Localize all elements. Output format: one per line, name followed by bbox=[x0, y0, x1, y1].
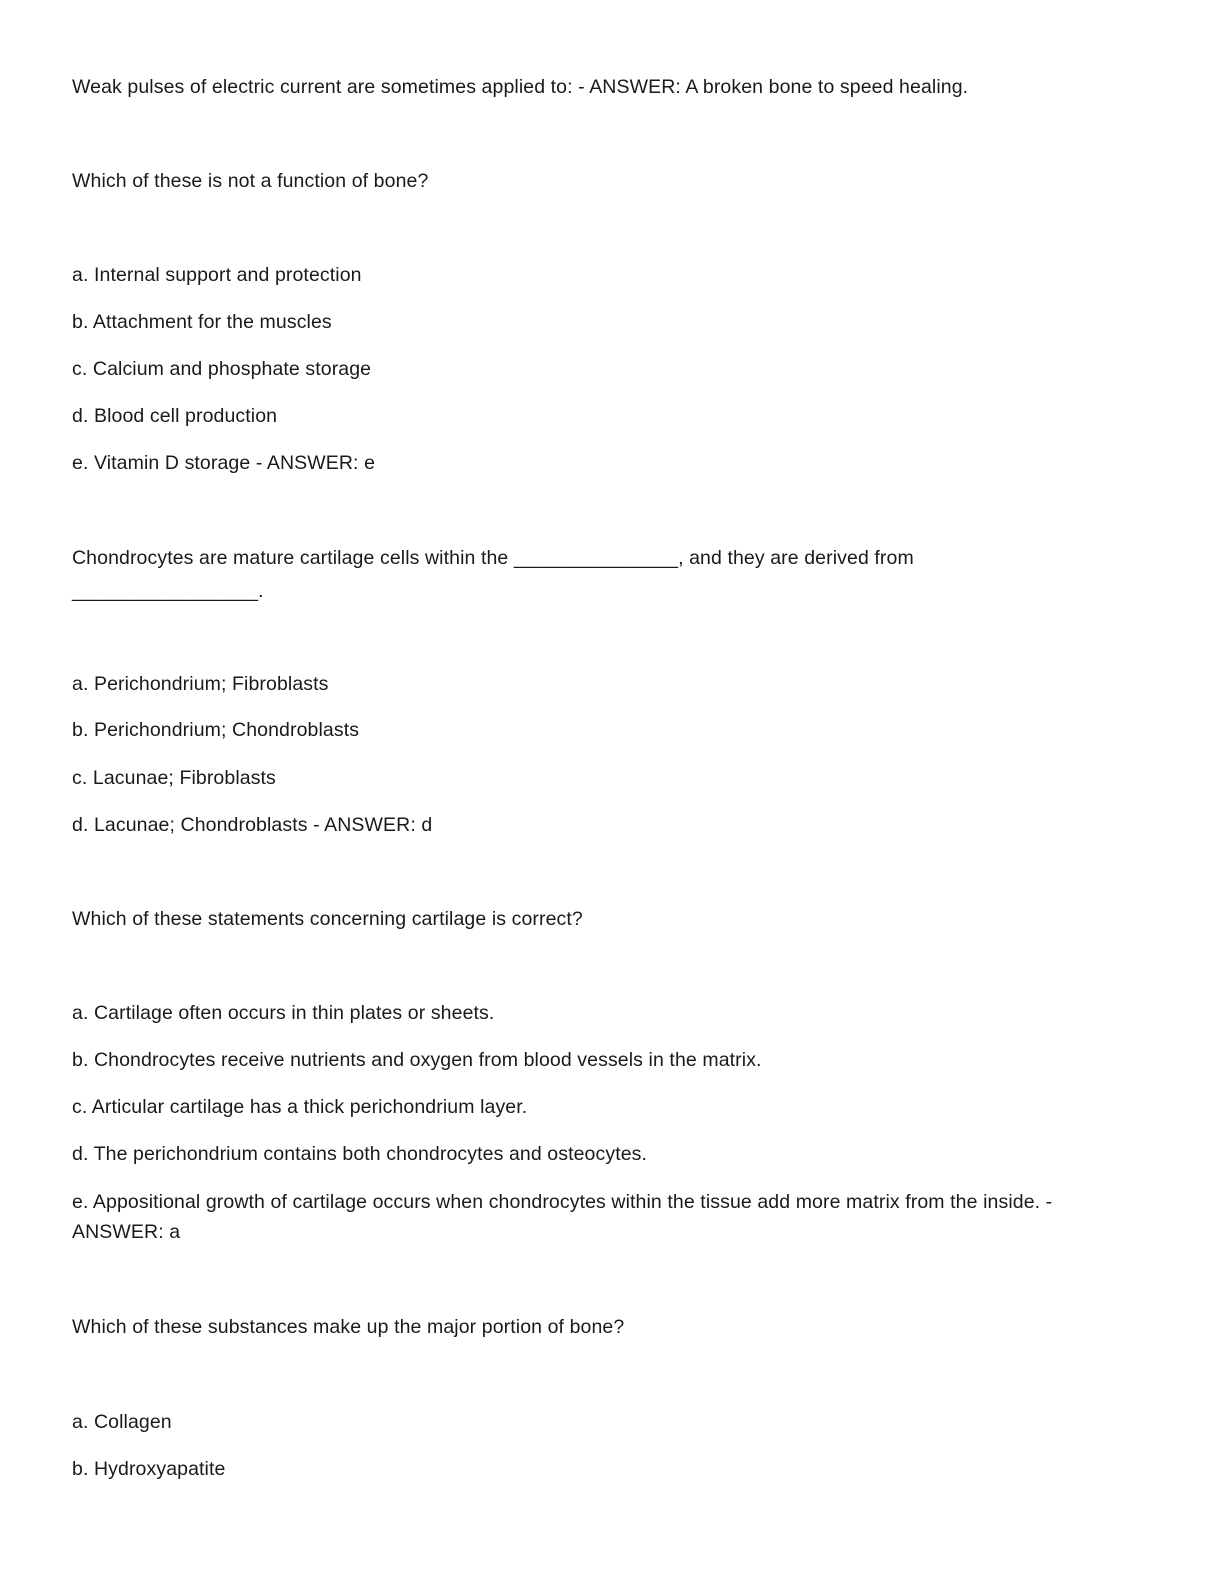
q5-option-b: b. Hydroxyapatite bbox=[72, 1458, 226, 1480]
q2-option-b: b. Attachment for the muscles bbox=[72, 311, 332, 333]
q2-option-a: a. Internal support and protection bbox=[72, 264, 362, 286]
q2-option-e: e. Vitamin D storage - ANSWER: e bbox=[72, 452, 376, 474]
q4-question: Which of these statements concerning cartilage is correct? bbox=[72, 908, 583, 930]
q4-option-d: d. The perichondrium contains both chondrocytes and osteocytes. bbox=[72, 1143, 648, 1165]
q3-question-line2: _________________. bbox=[72, 580, 264, 602]
q3-option-a: a. Perichondrium; Fibroblasts bbox=[72, 673, 329, 695]
q4-option-e: e. Appositional growth of cartilage occurs when chondrocytes within the tissue add more matrix from the inside. - ANSWER: a bbox=[72, 1191, 1053, 1243]
q4-option-b: b. Chondrocytes receive nutrients and oxygen from blood vessels in the matrix. bbox=[72, 1049, 762, 1071]
q3-option-d: d. Lacunae; Chondroblasts - ANSWER: d bbox=[72, 814, 433, 836]
q4-option-c: c. Articular cartilage has a thick perichondrium layer. bbox=[72, 1096, 528, 1118]
q3-option-b: b. Perichondrium; Chondroblasts bbox=[72, 719, 360, 741]
q3-question-line1: Chondrocytes are mature cartilage cells within the _______________, and they are derived from bbox=[72, 547, 914, 569]
q2-option-d: d. Blood cell production bbox=[72, 405, 278, 427]
q2-question: Which of these is not a function of bone? bbox=[72, 170, 429, 192]
q5-question: Which of these substances make up the major portion of bone? bbox=[72, 1316, 625, 1338]
q2-option-c: c. Calcium and phosphate storage bbox=[72, 358, 372, 380]
q3-option-c: c. Lacunae; Fibroblasts bbox=[72, 767, 276, 789]
q1-text: Weak pulses of electric current are sometimes applied to: - ANSWER: A broken bone to speed healing. bbox=[72, 76, 969, 98]
q4-option-a: a. Cartilage often occurs in thin plates or sheets. bbox=[72, 1002, 495, 1024]
q5-option-a: a. Collagen bbox=[72, 1411, 172, 1433]
